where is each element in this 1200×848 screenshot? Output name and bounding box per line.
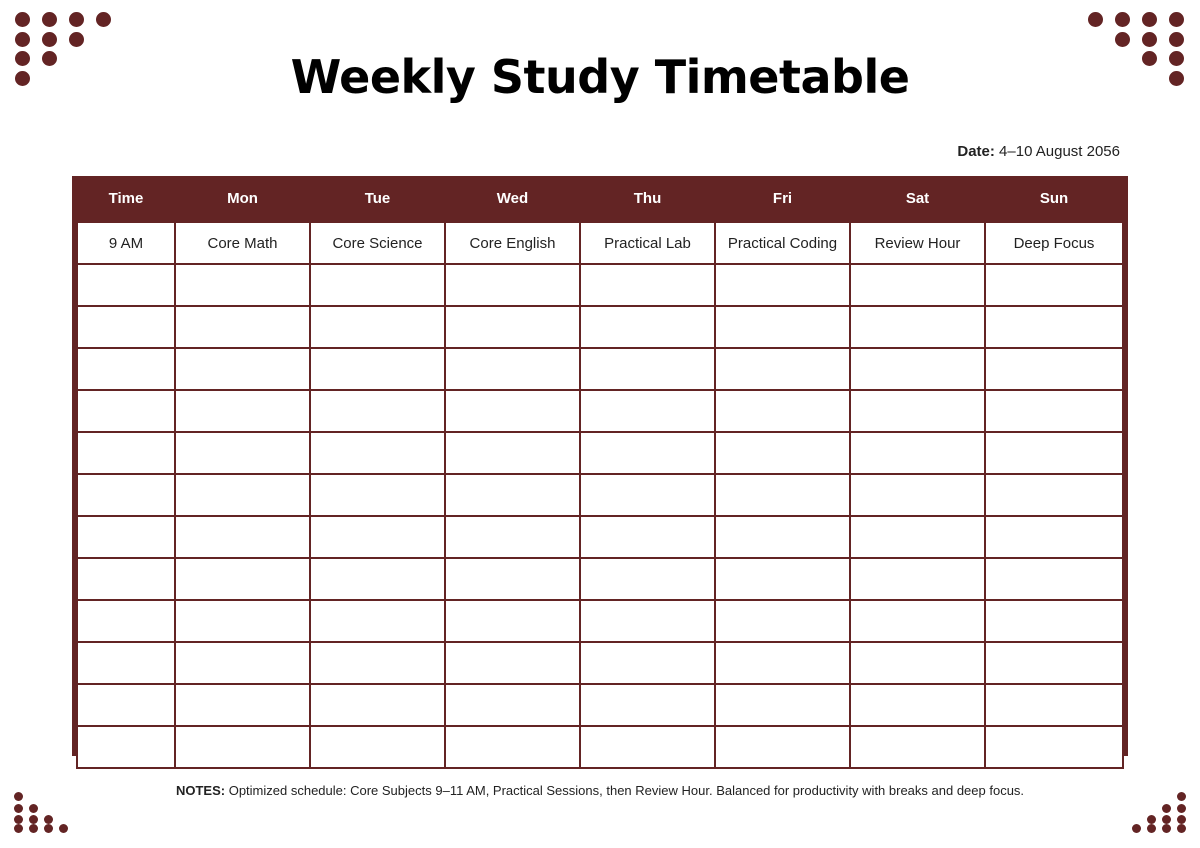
- time-cell: [77, 726, 175, 768]
- schedule-cell: [445, 600, 580, 642]
- schedule-cell: [850, 390, 985, 432]
- table-row: [77, 390, 1123, 432]
- table-row: [77, 516, 1123, 558]
- schedule-cell: [580, 474, 715, 516]
- schedule-cell: [715, 348, 850, 390]
- schedule-cell: [445, 558, 580, 600]
- time-cell: [77, 474, 175, 516]
- schedule-cell: [310, 432, 445, 474]
- schedule-cell: [580, 684, 715, 726]
- schedule-cell: [310, 726, 445, 768]
- schedule-cell: Review Hour: [850, 222, 985, 264]
- schedule-cell: [580, 264, 715, 306]
- schedule-cell: [175, 432, 310, 474]
- schedule-cell: [175, 474, 310, 516]
- header-row: [77, 176, 1123, 222]
- schedule-cell: [715, 726, 850, 768]
- schedule-cell: Core English: [445, 222, 580, 264]
- header-wed: Wed: [445, 176, 580, 222]
- time-cell: [77, 642, 175, 684]
- header-sat: Sat: [850, 176, 985, 222]
- schedule-cell: [445, 684, 580, 726]
- table-row: [77, 600, 1123, 642]
- schedule-cell: [310, 642, 445, 684]
- schedule-cell: [580, 516, 715, 558]
- schedule-cell: [715, 642, 850, 684]
- header-mon: Mon: [175, 176, 310, 222]
- schedule-cell: [850, 432, 985, 474]
- header-sun: Sun: [985, 176, 1123, 222]
- schedule-cell: [175, 600, 310, 642]
- schedule-cell: [850, 264, 985, 306]
- schedule-cell: [175, 726, 310, 768]
- schedule-cell: [175, 306, 310, 348]
- table-row: [77, 474, 1123, 516]
- schedule-cell: [445, 390, 580, 432]
- schedule-cell: [310, 684, 445, 726]
- table-row: [77, 642, 1123, 684]
- schedule-cell: [985, 306, 1123, 348]
- table-row: [77, 726, 1123, 768]
- schedule-cell: [445, 264, 580, 306]
- schedule-cell: [850, 600, 985, 642]
- schedule-cell: [310, 600, 445, 642]
- schedule-cell: [175, 642, 310, 684]
- schedule-cell: [310, 390, 445, 432]
- schedule-cell: [715, 516, 850, 558]
- schedule-cell: [580, 558, 715, 600]
- table-row: [77, 348, 1123, 390]
- schedule-cell: [985, 600, 1123, 642]
- schedule-cell: [445, 474, 580, 516]
- schedule-cell: [850, 474, 985, 516]
- schedule-cell: [175, 516, 310, 558]
- date-label: Date:: [957, 143, 995, 160]
- header-tue: Tue: [310, 176, 445, 222]
- table-row: [77, 558, 1123, 600]
- schedule-cell: Practical Coding: [715, 222, 850, 264]
- date-line: [957, 143, 1120, 160]
- page-title: Weekly Study Timetable: [290, 50, 910, 104]
- schedule-cell: [850, 306, 985, 348]
- schedule-cell: [985, 474, 1123, 516]
- schedule-cell: [445, 432, 580, 474]
- table-row: [77, 306, 1123, 348]
- time-cell: [77, 558, 175, 600]
- schedule-cell: [715, 432, 850, 474]
- schedule-cell: [310, 306, 445, 348]
- schedule-cell: [310, 348, 445, 390]
- schedule-cell: [445, 516, 580, 558]
- schedule-cell: [850, 642, 985, 684]
- schedule-cell: [445, 642, 580, 684]
- schedule-cell: [580, 432, 715, 474]
- schedule-cell: [445, 348, 580, 390]
- schedule-cell: [850, 558, 985, 600]
- table-row: [77, 222, 1123, 264]
- schedule-cell: [175, 264, 310, 306]
- schedule-cell: [580, 642, 715, 684]
- header-fri: Fri: [715, 176, 850, 222]
- schedule-cell: [580, 726, 715, 768]
- header-thu: Thu: [580, 176, 715, 222]
- time-cell: [77, 306, 175, 348]
- schedule-cell: [715, 306, 850, 348]
- schedule-cell: [985, 726, 1123, 768]
- schedule-cell: [715, 558, 850, 600]
- table-row: [77, 264, 1123, 306]
- schedule-cell: [445, 306, 580, 348]
- schedule-cell: [175, 558, 310, 600]
- schedule-cell: [580, 306, 715, 348]
- time-cell: [77, 432, 175, 474]
- table-row: [77, 684, 1123, 726]
- schedule-cell: [715, 390, 850, 432]
- schedule-cell: Core Science: [310, 222, 445, 264]
- schedule-cell: [715, 684, 850, 726]
- time-cell: [77, 516, 175, 558]
- schedule-cell: [310, 264, 445, 306]
- schedule-cell: [580, 348, 715, 390]
- schedule-cell: [985, 558, 1123, 600]
- schedule-cell: [445, 726, 580, 768]
- date-value: 4–10 August 2056: [999, 143, 1120, 160]
- schedule-cell: [310, 558, 445, 600]
- schedule-cell: [310, 516, 445, 558]
- schedule-cell: [310, 474, 445, 516]
- time-cell: [77, 348, 175, 390]
- schedule-cell: [985, 348, 1123, 390]
- notes: [160, 782, 1040, 799]
- schedule-cell: [985, 264, 1123, 306]
- schedule-cell: [175, 390, 310, 432]
- schedule-cell: [850, 684, 985, 726]
- time-cell: [77, 600, 175, 642]
- schedule-cell: [985, 432, 1123, 474]
- schedule-cell: [175, 684, 310, 726]
- time-cell: 9 AM: [77, 222, 175, 264]
- schedule-cell: Core Math: [175, 222, 310, 264]
- notes-text: Optimized schedule: Core Subjects 9–11 AM, Practical Sessions, then Review Hour. Balanced for productivity with breaks and deep focus.: [228, 783, 1025, 798]
- table-row: [77, 432, 1123, 474]
- timetable-frame: [72, 176, 1128, 756]
- schedule-cell: [580, 600, 715, 642]
- header-time: Time: [77, 176, 175, 222]
- schedule-cell: [985, 684, 1123, 726]
- schedule-cell: [715, 474, 850, 516]
- notes-label: NOTES:: [175, 783, 226, 798]
- schedule-cell: [985, 516, 1123, 558]
- schedule-cell: [715, 600, 850, 642]
- schedule-cell: [850, 726, 985, 768]
- schedule-cell: [175, 348, 310, 390]
- time-cell: [77, 264, 175, 306]
- schedule-cell: [850, 348, 985, 390]
- schedule-cell: Deep Focus: [985, 222, 1123, 264]
- time-cell: [77, 684, 175, 726]
- schedule-cell: [580, 390, 715, 432]
- timetable: [76, 176, 1124, 769]
- time-cell: [77, 390, 175, 432]
- schedule-cell: [985, 642, 1123, 684]
- schedule-cell: [985, 390, 1123, 432]
- schedule-cell: [850, 516, 985, 558]
- schedule-cell: Practical Lab: [580, 222, 715, 264]
- schedule-cell: [715, 264, 850, 306]
